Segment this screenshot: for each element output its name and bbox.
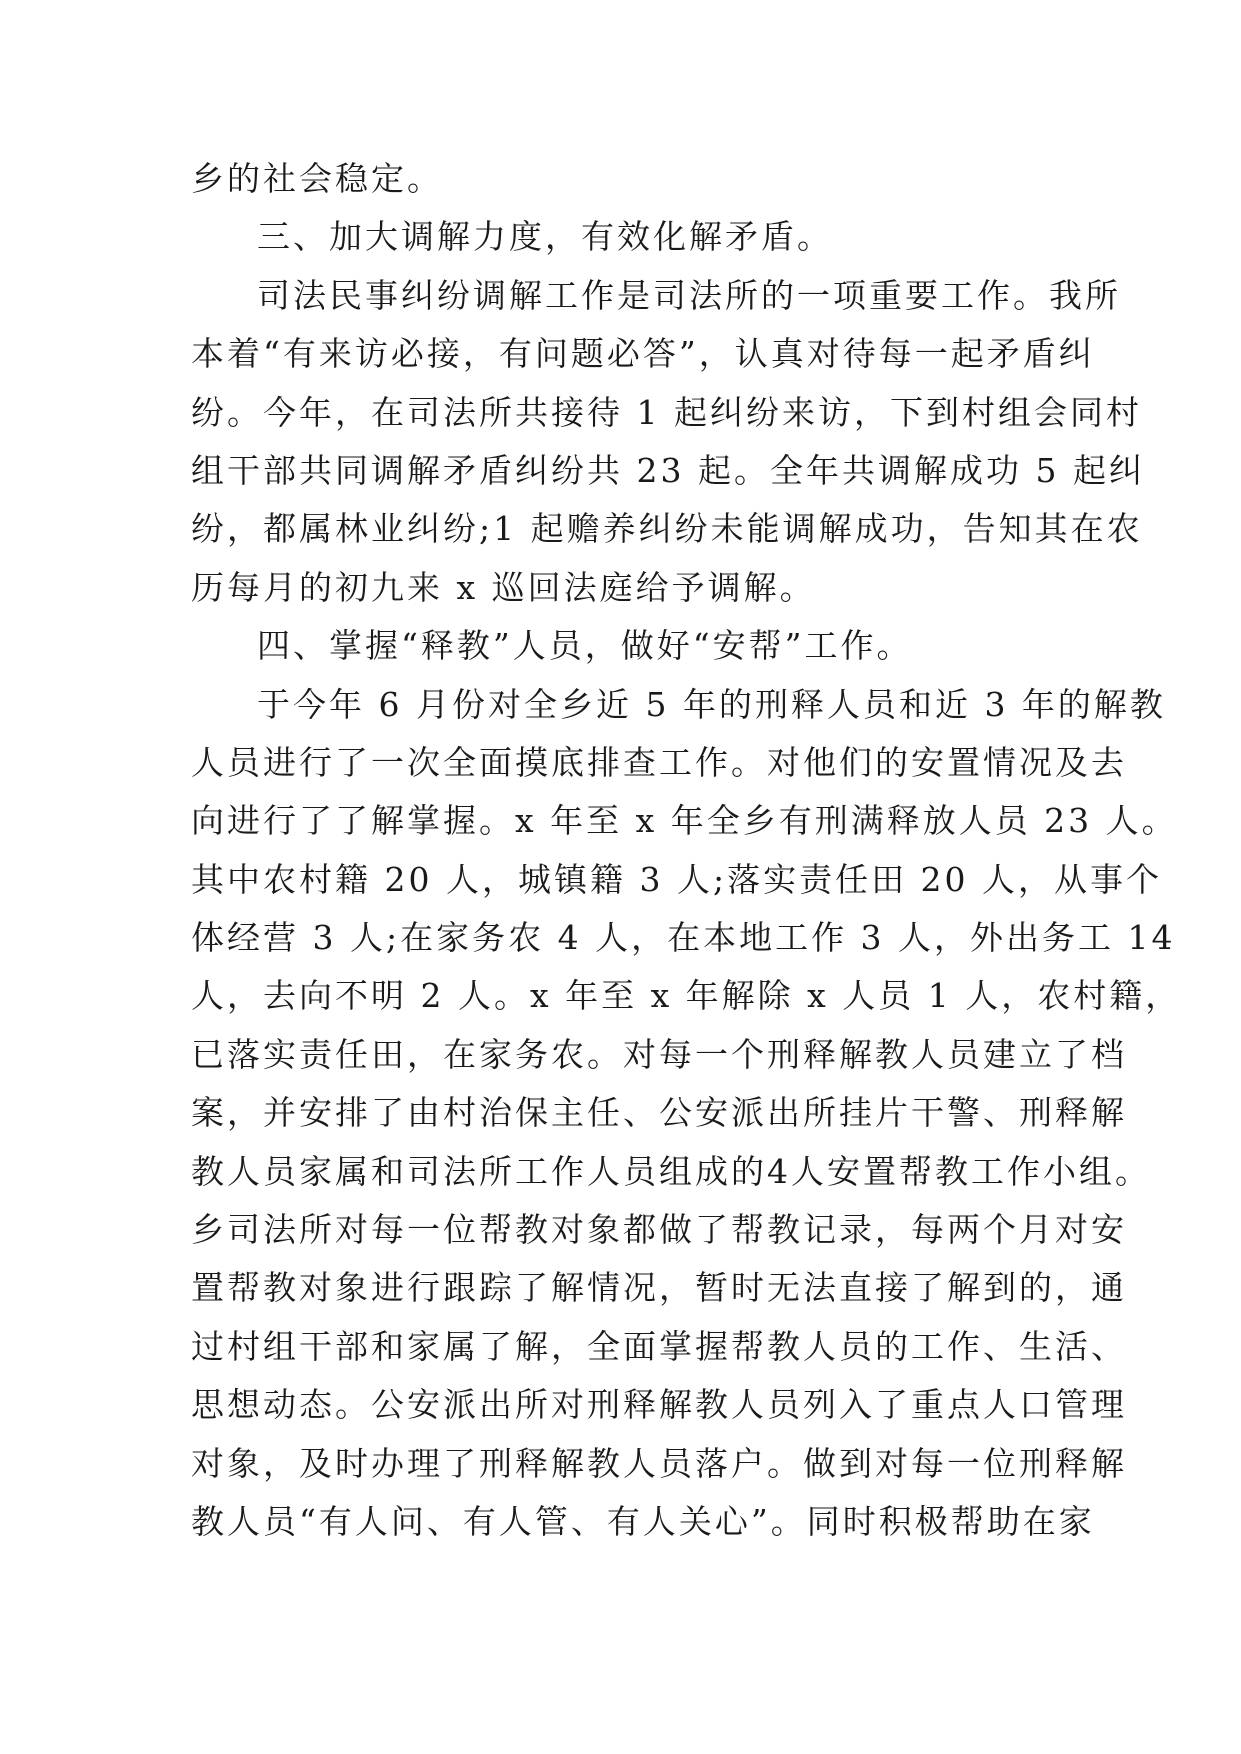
text-line: 纷，都属林业纠纷;1 起赡养纠纷未能调解成功，告知其在农 <box>191 509 1143 549</box>
text-line: 本着“有来访必接，有问题必答”，认真对待每一起矛盾纠 <box>191 334 1095 374</box>
text-line: 乡的社会稳定。 <box>191 159 443 198</box>
text-line: 人，去向不明 2 人。x 年至 x 年解除 x 人员 1 人，农村籍， <box>191 976 1182 1016</box>
text-line: 历每月的初九来 x 巡回法庭给予调解。 <box>191 567 816 607</box>
text-line: 置帮教对象进行跟踪了解情况，暂时无法直接了解到的，通 <box>191 1268 1127 1308</box>
text-line: 司法民事纠纷调解工作是司法所的一项重要工作。我所 <box>257 275 1121 315</box>
text-line: 思想动态。公安派出所对刑释解教人员列入了重点人口管理 <box>191 1385 1127 1425</box>
text-line: 案，并安排了由村治保主任、公安派出所挂片干警、刑释解 <box>191 1093 1127 1133</box>
text-line: 教人员家属和司法所工作人员组成的4人安置帮教工作小组。 <box>191 1151 1151 1191</box>
text-line: 教人员“有人问、有人管、有人关心”。同时积极帮助在家 <box>191 1501 1095 1541</box>
text-line: 对象，及时办理了刑释解教人员落户。做到对每一位刑释解 <box>191 1443 1127 1483</box>
text-line: 向进行了了解掌握。x 年至 x 年全乡有刑满释放人员 23 人。 <box>191 801 1178 841</box>
text-line: 过村组干部和家属了解，全面掌握帮教人员的工作、生活、 <box>191 1326 1127 1366</box>
text-line: 体经营 3 人;在家务农 4 人，在本地工作 3 人，外出务工 14 <box>191 918 1176 958</box>
text-line: 人员进行了一次全面摸底排查工作。对他们的安置情况及去 <box>191 742 1127 782</box>
document-body <box>191 150 1182 1551</box>
text-line: 纷。今年，在司法所共接待 1 起纠纷来访，下到村组会同村 <box>191 392 1142 432</box>
section-heading: 四、掌握“释教”人员，做好“安帮”工作。 <box>257 626 913 666</box>
text-line: 组干部共同调解矛盾纠纷共 23 起。全年共调解成功 5 起纠 <box>191 450 1145 490</box>
text-line: 已落实责任田，在家务农。对每一个刑释解教人员建立了档 <box>191 1034 1127 1074</box>
section-heading: 三、加大调解力度，有效化解矛盾。 <box>257 217 833 257</box>
text-line: 其中农村籍 20 人，城镇籍 3 人;落实责任田 20 人，从事个 <box>191 859 1163 899</box>
text-line: 乡司法所对每一位帮教对象都做了帮教记录，每两个月对安 <box>191 1210 1127 1250</box>
text-line: 于今年 6 月份对全乡近 5 年的刑释人员和近 3 年的解教 <box>257 684 1166 724</box>
